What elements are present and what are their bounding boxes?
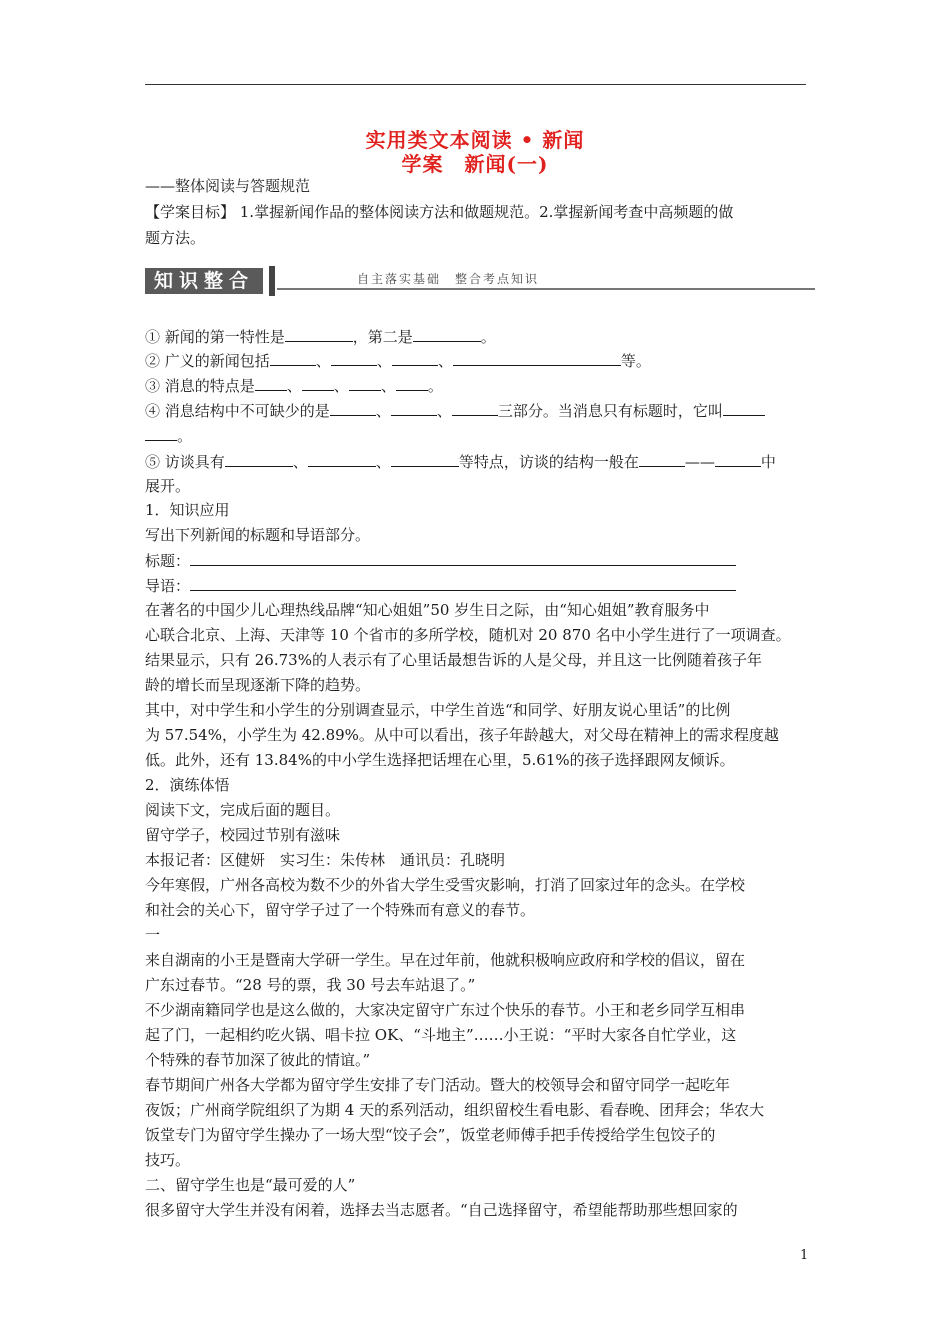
question-5-cont: 展开。 [145,477,191,495]
objective-line-2: 题方法。 [145,229,206,247]
paragraph-line: 低。此外，还有 13.84%的中小学生选择把话埋在心里，5.61%的孩子选择跟网友倾诉。 [145,751,735,769]
blank[interactable] [270,351,316,366]
blank[interactable] [145,426,177,441]
blank[interactable] [349,376,381,391]
section-marker: 一 [145,926,161,944]
title-answer-blank[interactable] [190,551,736,566]
paragraph-line: 龄的增长而呈现逐渐下降的趋势。 [145,676,371,694]
paragraph-line: 很多留守大学生并没有闲着，选择去当志愿者。“自己选择留守，希望能帮助那些想回家的 [145,1201,738,1219]
blank[interactable] [391,401,437,416]
lead-answer-line: 导语： [145,576,736,595]
blank[interactable] [255,376,287,391]
blank[interactable] [452,401,498,416]
header-rule [145,84,806,85]
banner-label: 知识整合 [145,268,263,294]
blank[interactable] [391,452,459,467]
blank[interactable] [723,401,765,416]
subtitle-line: ——整体阅读与答题规范 [145,177,311,195]
paragraph-line: 广东过春节。“28 号的票，我 30 号去车站退了。” [145,976,476,994]
section-2-heading: 2．演练体悟 [145,776,230,794]
paragraph-line: 在著名的中国少儿心理热线品牌“知心姐姐”50 岁生日之际，由“知心姐姐”教育服务中 [145,601,710,619]
byline: 本报记者：区健妍 实习生：朱传林 通讯员：孔晓明 [145,851,506,869]
paragraph-line: 心联合北京、上海、天津等 10 个省市的多所学校，随机对 20 870 名中小学生进行了一项调查。 [145,626,791,644]
blank[interactable] [392,351,438,366]
blank[interactable] [639,452,685,467]
task-2: 阅读下文，完成后面的题目。 [145,801,341,819]
question-1: ① 新闻的第一特性是 ，第二是 。 [145,328,496,346]
blank[interactable] [330,401,376,416]
paragraph-line: 春节期间广州各大学都为留守学生安排了专门活动。暨大的校领导会和留守同学一起吃年 [145,1076,731,1094]
banner-subtitle: 自主落实基础 整合考点知识 [357,272,540,286]
article-title: 留守学子，校园过节别有滋味 [145,826,341,844]
question-5: ⑤ 访谈具有 、 、 等特点，访谈的结构一般在 —— 中 [145,453,776,471]
paragraph-line: 结果显示，只有 26.73%的人表示有了心里话最想告诉的人是父母，并且这一比例随着孩子年 [145,651,762,669]
lead-answer-blank[interactable] [190,576,736,591]
blank[interactable] [413,327,481,342]
blank[interactable] [225,452,293,467]
page-title: 实用类文本阅读 • 新闻 [365,128,585,152]
paragraph-line: 技巧。 [145,1151,191,1169]
blank[interactable] [715,452,761,467]
paragraph-line: 起了门，一起相约吃火锅、唱卡拉 OK、“斗地主”……小王说：“平时大家各自忙学业，这 [145,1026,737,1044]
blank[interactable] [308,452,376,467]
blank[interactable] [331,351,377,366]
question-3: ③ 消息的特点是 、 、 、 。 [145,377,443,395]
section-heading-2: 二、留守学生也是“最可爱的人” [145,1176,356,1194]
objective-line-1: 【学案目标】 1.掌握新闻作品的整体阅读方法和做题规范。2.掌握新闻考查中高频题的做 [145,203,734,221]
banner-rule [277,288,815,290]
paragraph-line: 不少湖南籍同学也是这么做的，大家决定留守广东过个快乐的春节。小王和老乡同学互相串 [145,1001,746,1019]
knowledge-banner [145,266,815,300]
banner-bar [269,266,275,296]
question-2: ② 广义的新闻包括 、 、 、 等。 [145,352,651,370]
blank[interactable] [302,376,334,391]
section-1-heading: 1．知识应用 [145,501,230,519]
blank[interactable] [396,376,428,391]
paragraph-line: 和社会的关心下，留守学子过了一个特殊而有意义的春节。 [145,901,536,919]
task-1: 写出下列新闻的标题和导语部分。 [145,526,371,544]
page-number: 1 [800,1248,809,1263]
title-answer-line: 标题： [145,551,736,570]
blank[interactable] [285,327,353,342]
paragraph-line: 饭堂专门为留守学生操办了一场大型“饺子会”，饭堂老师傅手把手传授给学生包饺子的 [145,1126,716,1144]
paragraph-line: 今年寒假，广州各高校为数不少的外省大学生受雪灾影响，打消了回家过年的念头。在学校 [145,876,746,894]
question-4-cont: 。 [145,426,192,445]
page-subtitle: 学案 新闻(一) [401,152,549,176]
paragraph-line: 其中，对中学生和小学生的分别调查显示，中学生首选“和同学、好朋友说心里话”的比例 [145,701,731,719]
blank[interactable] [453,351,621,366]
question-4: ④ 消息结构中不可缺少的是 、 、 三部分。当消息只有标题时，它叫 [145,401,765,420]
paragraph-line: 夜饭；广州商学院组织了为期 4 天的系列活动，组织留校生看电影、看春晚、团拜会；华农大 [145,1101,765,1119]
paragraph-line: 个特殊的春节加深了彼此的情谊。” [145,1051,371,1069]
paragraph-line: 为 57.54%，小学生为 42.89%。从中可以看出，孩子年龄越大，对父母在精神上的需求程度越 [145,726,779,744]
paragraph-line: 来自湖南的小王是暨南大学研一学生。早在过年前，他就积极响应政府和学校的倡议，留在 [145,951,746,969]
